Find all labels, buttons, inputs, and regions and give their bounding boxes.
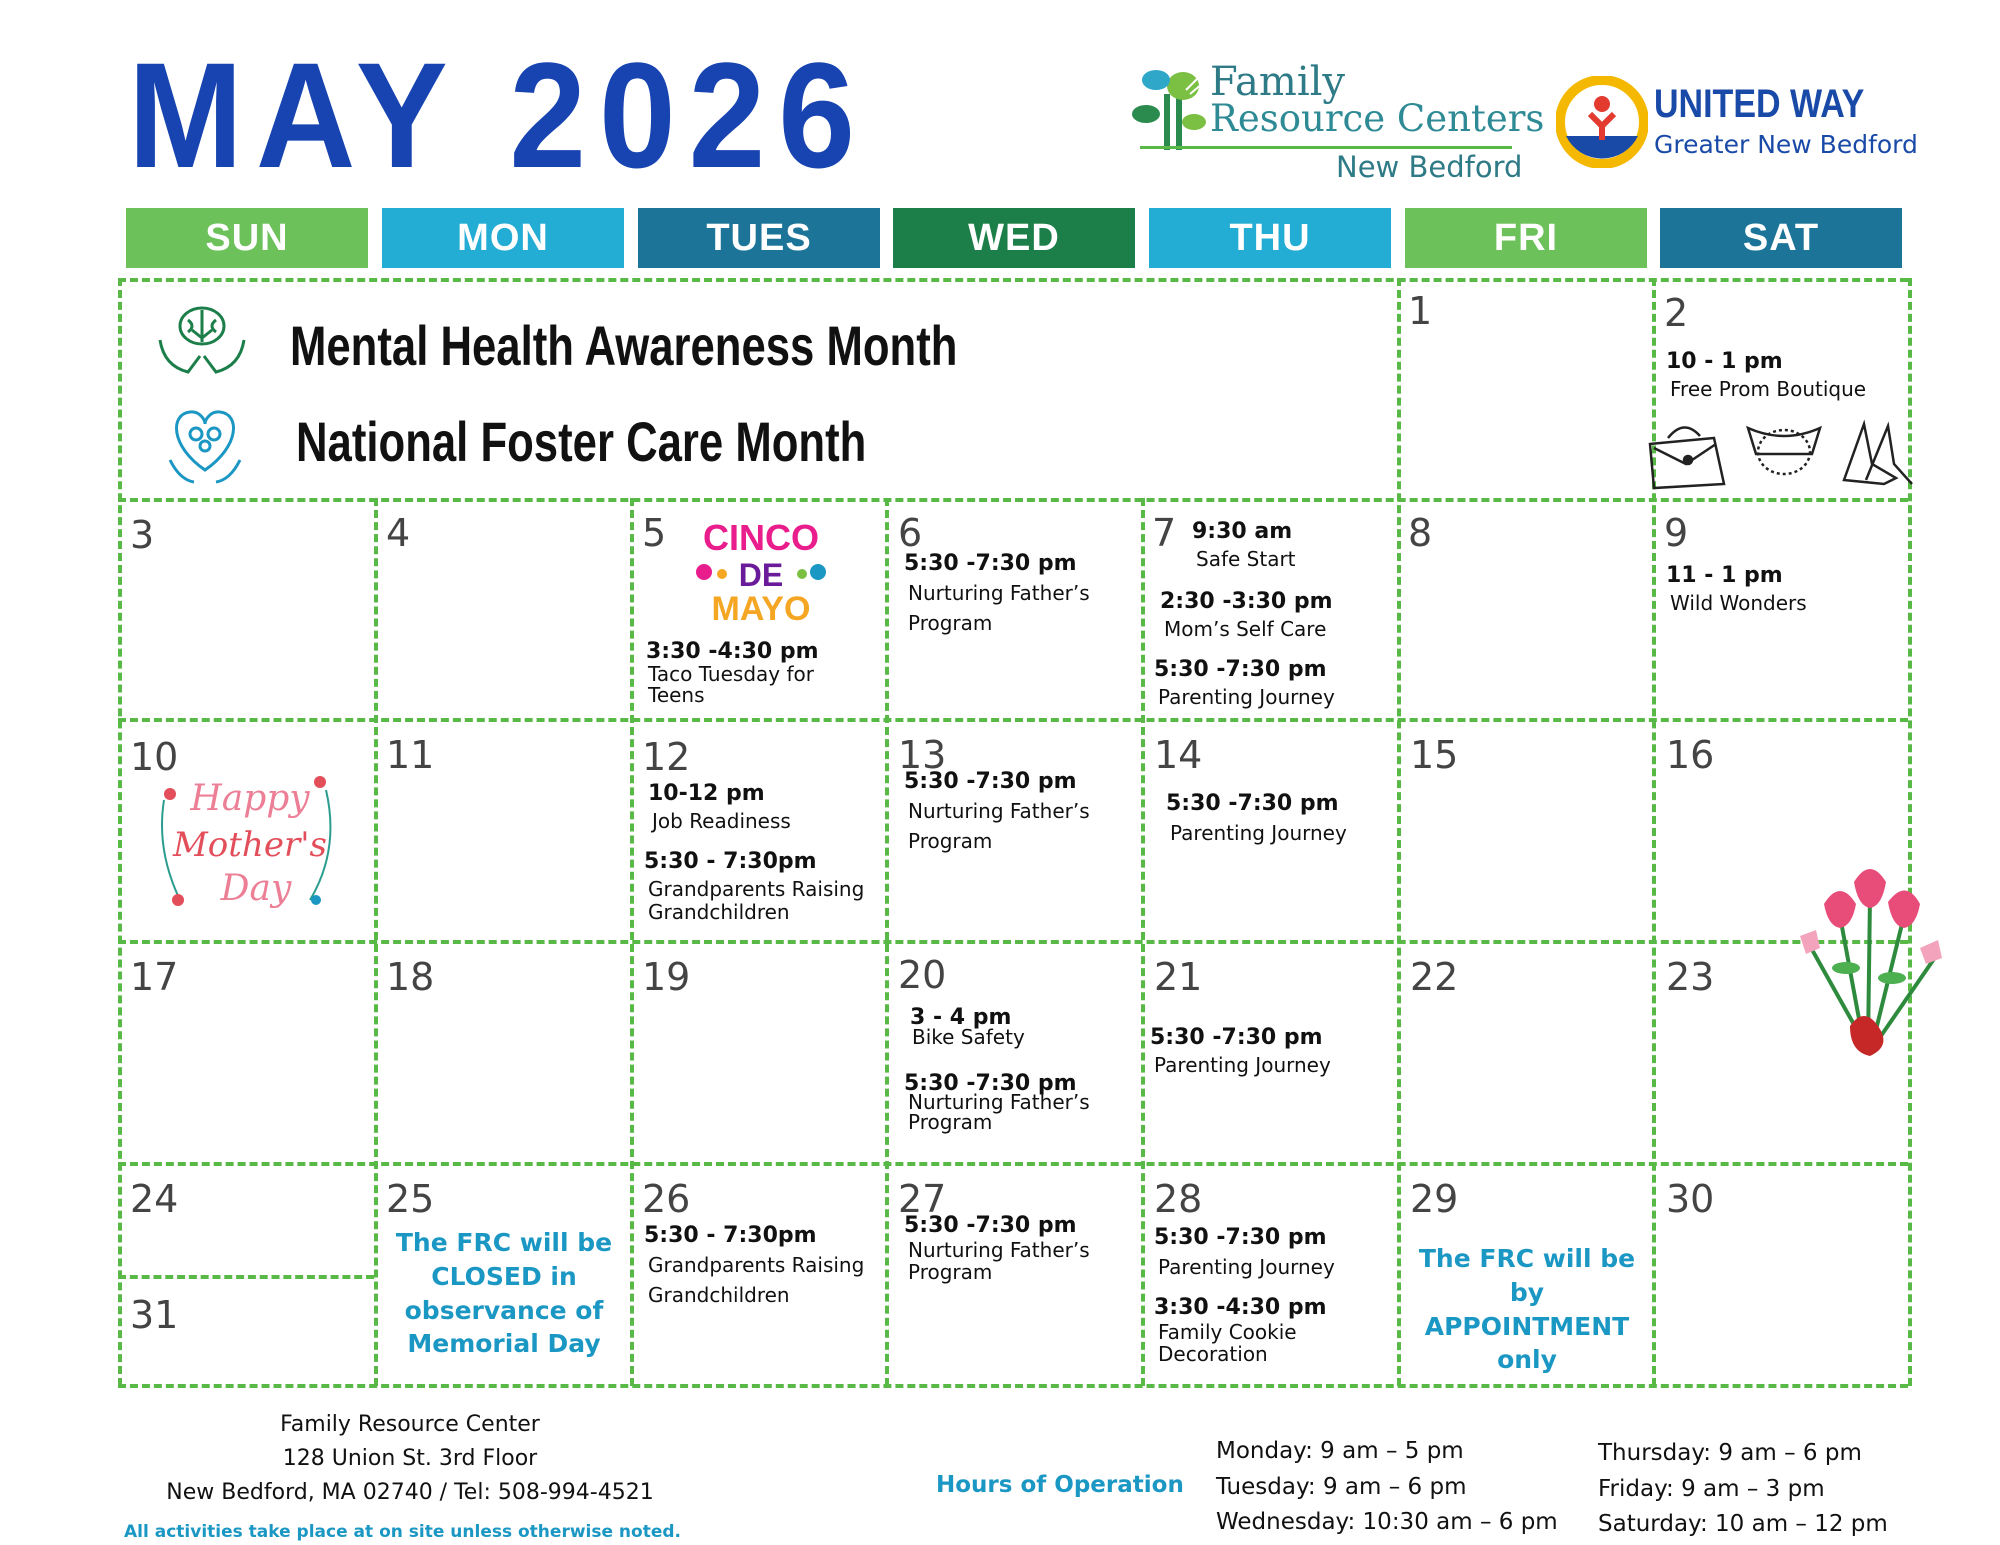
frc-underline [1140, 146, 1512, 149]
date-4: 4 [386, 511, 411, 555]
svg-text:MAYO: MAYO [711, 590, 811, 626]
event-name: Grandchildren [648, 1283, 790, 1307]
date-30: 30 [1666, 1177, 1715, 1221]
svg-text:Happy: Happy [190, 778, 310, 819]
event-name: Grandparents Raising [648, 1253, 865, 1277]
event-name: Free Prom Boutique [1670, 377, 1867, 401]
grid-line [374, 498, 378, 1386]
event-name: Nurturing Father’s [908, 1090, 1090, 1114]
frc-name-line3: New Bedford [1336, 150, 1523, 184]
page-title: MAY 2026 [128, 31, 868, 199]
event-name: Job Readiness [652, 809, 791, 833]
united-way-line1: UNITED WAY [1654, 82, 1865, 126]
frc-name-line1: Family [1210, 59, 1345, 105]
weekday-mon: MON [382, 208, 624, 268]
date-10: 10 [130, 735, 179, 779]
weekday-sat: SAT [1660, 208, 1902, 268]
event-time: 5:30 -7:30 pm [1154, 1225, 1327, 1250]
date-22: 22 [1410, 955, 1459, 999]
event-time: 3:30 -4:30 pm [1154, 1295, 1327, 1320]
date-2: 2 [1664, 291, 1689, 335]
date-25: 25 [386, 1177, 435, 1221]
united-way-logo-icon [1556, 76, 1648, 168]
date-19: 19 [642, 955, 691, 999]
hours-column-1: Monday: 9 am – 5 pm Tuesday: 9 am – 6 pm Wednesday: 10:30 am – 6 pm [1216, 1438, 1558, 1536]
event-time: 5:30 -7:30 pm [904, 1213, 1077, 1238]
cinco-de-mayo-art [686, 516, 836, 626]
date-23: 23 [1666, 955, 1715, 999]
grid-line [118, 940, 1908, 944]
date-1: 1 [1408, 289, 1433, 333]
footer-address: Family Resource Center 128 Union St. 3rd Floor New Bedford, MA 02740 / Tel: 508-994-4521 [166, 1412, 654, 1506]
date-3: 3 [130, 513, 155, 557]
grid-line [1141, 498, 1145, 1386]
happy-mothers-day-art [150, 760, 340, 920]
closed-notice: The FRC will be CLOSED in observance of Memorial Day [395, 1228, 613, 1359]
date-29: 29 [1410, 1177, 1459, 1221]
event-name: Nurturing Father’s [908, 1238, 1090, 1262]
date-12: 12 [642, 735, 691, 779]
frc-name-line2: Resource Centers [1210, 97, 1545, 140]
date-17: 17 [130, 955, 179, 999]
event-time: 3:30 -4:30 pm [646, 639, 819, 664]
event-name: Program [908, 829, 993, 853]
footer-note: All activities take place at on site unless otherwise noted. [124, 1522, 681, 1542]
grid-line [118, 498, 1908, 502]
prom-accessories-icon [1644, 414, 1914, 494]
event-time: 5:30 -7:30 pm [1166, 791, 1339, 816]
date-13: 13 [898, 733, 947, 777]
tulip-bouquet-icon [1780, 856, 1960, 1066]
event-name: Program [908, 1110, 993, 1134]
event-time: 3 - 4 pm [910, 1005, 1012, 1030]
event-name: Parenting Journey [1158, 1255, 1335, 1279]
grid-line [885, 498, 889, 1386]
event-name: Mom’s Self Care [1164, 617, 1327, 641]
weekday-thu: THU [1149, 208, 1391, 268]
brain-hands-icon [152, 300, 252, 380]
event-name: Grandchildren [648, 900, 790, 924]
hours-label: Hours of Operation [936, 1472, 1184, 1498]
event-time: 10 - 1 pm [1666, 349, 1783, 374]
family-heart-icon [160, 400, 250, 486]
grid-line [118, 1384, 1908, 1388]
svg-text:DE: DE [738, 557, 784, 593]
date-14: 14 [1154, 733, 1203, 777]
svg-text:CINCO: CINCO [703, 517, 819, 558]
event-time: 10-12 pm [648, 781, 765, 806]
date-16: 16 [1666, 733, 1715, 777]
event-name: Parenting Journey [1170, 821, 1347, 845]
event-name: Nurturing Father’s [908, 581, 1090, 605]
date-9: 9 [1664, 511, 1689, 555]
date-15: 15 [1410, 733, 1459, 777]
date-8: 8 [1408, 511, 1433, 555]
event-time: 2:30 -3:30 pm [1160, 589, 1333, 614]
event-name: Program [908, 611, 993, 635]
event-name: Family Cookie [1158, 1320, 1297, 1344]
date-24: 24 [130, 1177, 179, 1221]
grid-line [118, 278, 122, 1386]
grid-line [118, 718, 1908, 722]
event-time: 5:30 -7:30 pm [904, 551, 1077, 576]
grid-line [118, 1162, 1908, 1166]
grid-line [118, 1275, 374, 1279]
event-time: 5:30 -7:30 pm [1154, 657, 1327, 682]
event-name: Safe Start [1196, 547, 1296, 571]
date-27: 27 [898, 1177, 947, 1221]
event-time: 5:30 - 7:30pm [644, 849, 817, 874]
event-time: 5:30 - 7:30pm [644, 1223, 817, 1248]
date-6: 6 [898, 511, 923, 555]
united-way-line2: Greater New Bedford [1654, 130, 1918, 159]
svg-text:Day: Day [220, 868, 292, 909]
date-18: 18 [386, 955, 435, 999]
event-name: Decoration [1158, 1342, 1268, 1366]
event-name: Program [908, 1260, 993, 1284]
date-11: 11 [386, 733, 435, 777]
banner-foster-care: National Foster Care Month [296, 410, 867, 473]
date-26: 26 [642, 1177, 691, 1221]
event-name: Parenting Journey [1158, 685, 1335, 709]
event-name: Taco Tuesday for [648, 662, 814, 686]
weekday-wed: WED [893, 208, 1135, 268]
date-20: 20 [898, 953, 947, 997]
svg-text:Mother's: Mother's [172, 825, 328, 865]
event-name: Wild Wonders [1670, 591, 1807, 615]
event-name: Bike Safety [912, 1025, 1025, 1049]
event-name: Grandparents Raising [648, 877, 865, 901]
date-21: 21 [1154, 955, 1203, 999]
date-5: 5 [642, 511, 667, 555]
event-name: Parenting Journey [1154, 1053, 1331, 1077]
event-time: 5:30 -7:30 pm [1150, 1025, 1323, 1050]
date-7: 7 [1152, 511, 1177, 555]
grid-line [630, 498, 634, 1386]
frc-leaf-logo-icon [1128, 64, 1208, 152]
event-name: Nurturing Father’s [908, 799, 1090, 823]
grid-line [118, 278, 1908, 282]
weekday-fri: FRI [1405, 208, 1647, 268]
event-time: 11 - 1 pm [1666, 563, 1783, 588]
event-time: 5:30 -7:30 pm [904, 1071, 1077, 1096]
event-time: 5:30 -7:30 pm [904, 769, 1077, 794]
date-31: 31 [130, 1293, 179, 1337]
grid-line [1397, 278, 1401, 1386]
banner-mental-health: Mental Health Awareness Month [290, 314, 958, 377]
event-time: 9:30 am [1192, 519, 1293, 544]
hours-column-2: Thursday: 9 am – 6 pm Friday: 9 am – 3 pm Saturday: 10 am – 12 pm [1598, 1440, 1888, 1538]
event-name: Teens [648, 683, 705, 707]
date-28: 28 [1154, 1177, 1203, 1221]
appointment-notice: The FRC will be by APPOINTMENT only [1418, 1244, 1636, 1375]
weekday-sun: SUN [126, 208, 368, 268]
weekday-tues: TUES [638, 208, 880, 268]
